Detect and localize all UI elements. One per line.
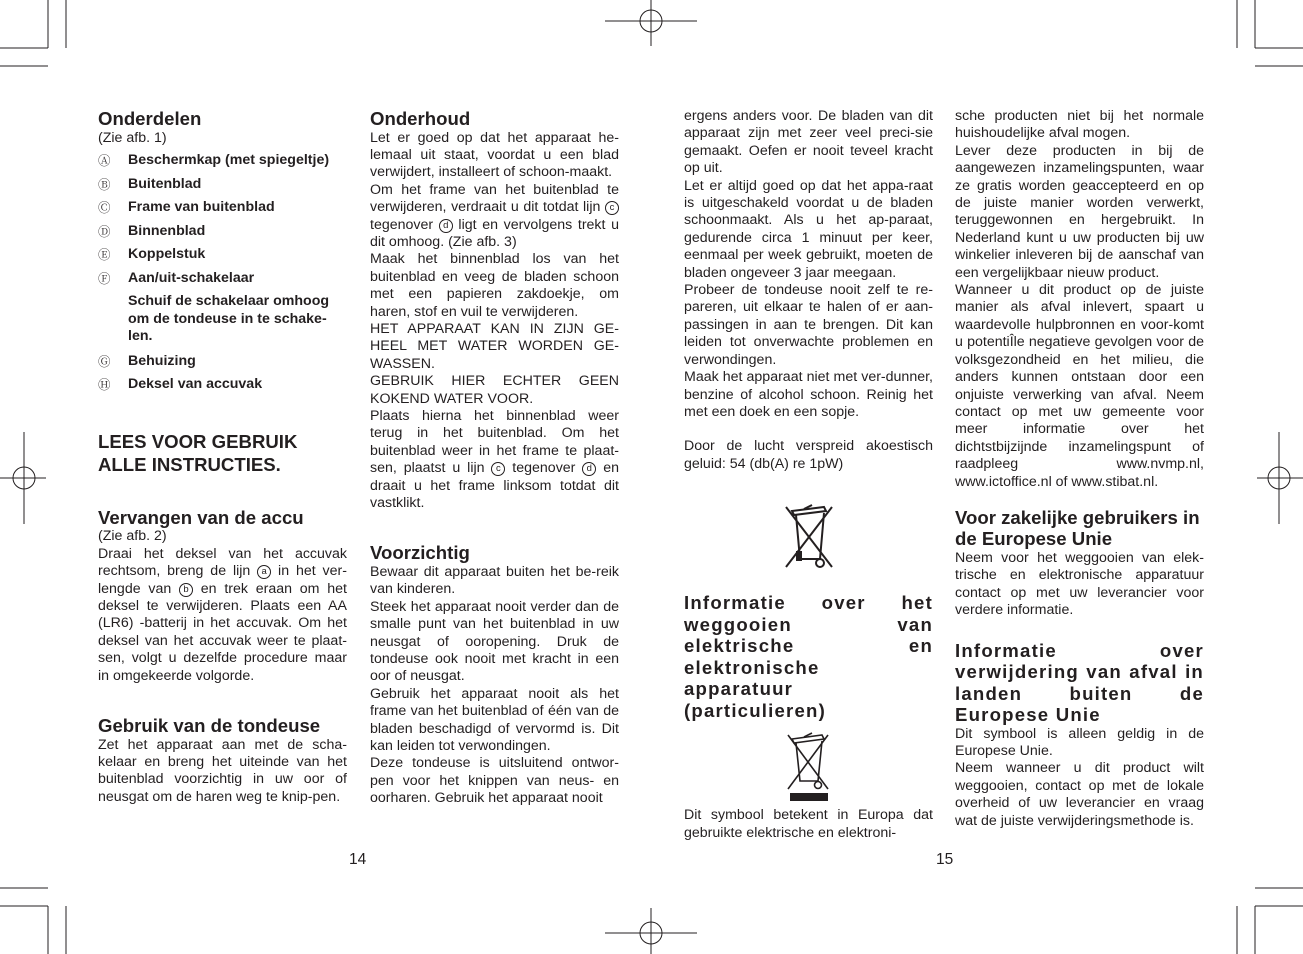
- part-label: Frame van buitenblad: [128, 199, 275, 216]
- gebruik-text: Zet het apparaat aan met de scha-kelaar en breng het uiteinde van het buitenblad voorzichtig in uw oor of neusgat om de haren weg te knip-pen.: [98, 736, 347, 805]
- zakelijk-heading: Voor zakelijke gebruikers in de Europese Unie: [955, 506, 1200, 550]
- col4-p4: Neem voor het weggooien van elek-trische en elektronische apparatuur contact op met uw leverancier voor verdere informatie.: [955, 549, 1204, 619]
- col3-p4: Maak het apparaat niet met ver-dunner, benzine of alcohol schoon. Reinig het met een doek en een sopje.: [684, 369, 933, 420]
- part-label: Deksel van accuvak: [128, 376, 263, 393]
- col4-p2: Lever deze producten in bij de aangewezen inzamelingspunten, waar ze gratis worden geaccepteerd en op de juiste manier worden verwerkt, teruggewonnen en hergebruikt. In Nederland kunt u uw producten bij uw winkelier inleveren bij de aanschaf van een vergelijkbaar nieuw product.: [955, 142, 1204, 281]
- list-item: [98, 176, 347, 193]
- part-letter: Ⓓ: [98, 224, 111, 239]
- marker-c-2: c: [491, 462, 505, 476]
- accu-text: Draai het deksel van het accuvak rechtsom, breng de lijn a in het ver-lengde van b en trek eraan om het deksel te verwijderen. Plaats een AA (LR6) -batterij in het accuvak. Om het deksel van het accuvak weer te plaat-sen, volgt u dezelfde procedure maar in omgekeerde volgorde.: [98, 545, 347, 684]
- section-title-accu: Vervangen van de accu: [98, 506, 304, 528]
- figure-reference-2: (Zie afb. 2): [98, 528, 167, 545]
- col4-p1: sche producten niet bij het normale huishoudelijke afval mogen.: [955, 108, 1204, 142]
- section-title-voorzichtig: Voorzichtig: [370, 542, 470, 564]
- list-item: [98, 152, 347, 169]
- onderhoud-p4: HET APPARAAT KAN IN ZIJN GE-HEEL MET WATER WORDEN GE-WASSEN.: [370, 320, 619, 372]
- voorzichtig-p4: Deze tondeuse is uitsluitend ontwor-pen voor het knippen van neus- en oorharen. Gebruik het apparaat nooit: [370, 755, 619, 807]
- part-label: Aan/uit-schakelaar: [128, 269, 255, 286]
- part-label: Koppelstuk: [128, 246, 206, 263]
- marker-d: d: [439, 219, 453, 233]
- list-item: [98, 353, 347, 370]
- part-label: Buitenblad: [128, 175, 202, 192]
- page-number-left: 14: [349, 851, 367, 868]
- column-4: [955, 108, 1204, 830]
- marker-a: a: [257, 565, 271, 579]
- col3-p6: Dit symbool betekent in Europa dat gebruikte elektrische en elektroni-: [684, 807, 933, 841]
- voorzichtig-p2: Steek het apparaat nooit verder dan de smalle punt van het buitenblad in uw neusgat of ooropening. Druk de tondeuse ook nooit met kracht in een oor of neusgat.: [370, 598, 619, 685]
- part-label: Beschermkap (met spiegeltje): [128, 151, 330, 168]
- column-1: [98, 108, 347, 806]
- section-title-gebruik: Gebruik van de tondeuse: [98, 715, 321, 737]
- list-item: [98, 246, 347, 263]
- marker-d-2: d: [582, 462, 596, 476]
- weee-bin-bar-icon: [786, 731, 832, 803]
- part-letter: Ⓕ: [98, 271, 111, 286]
- info-weee-heading: Informatie over het weggooien van elektrische en elektronische apparatuur (particulieren): [684, 592, 933, 721]
- list-item: [98, 199, 347, 216]
- marker-c: c: [605, 201, 619, 215]
- read-instructions-heading: LEES VOOR GEBRUIK ALLE INSTRUCTIES.: [98, 430, 298, 475]
- col4-p6: Neem wanneer u dit product wilt weggooien, contact op met de lokale overheid of uw leverancier en vraag wat de juiste verwijderingsmethode is.: [955, 760, 1204, 829]
- page-number-right: 15: [936, 851, 954, 868]
- part-letter: Ⓒ: [98, 201, 111, 216]
- col4-p3: Wanneer u dit product op de juiste manier als afval inlevert, spaart u waardevolle hulpbronnen en voor-komt u potentiÎle negatieve gevolgen voor de volksgezondheid en het milieu, die anders kunnen ontstaan door een onjuiste verwerking van afval. Neem contact op met uw gemeente voor meer informatie over het dichtstbijzijnde inzamelingspunt of raadpleeg www.nvmp.nl, www.ictoffice.nl of www.stibat.nl.: [955, 282, 1204, 490]
- column-2: [370, 108, 619, 808]
- part-letter: Ⓖ: [98, 354, 111, 369]
- onderhoud-p5: GEBRUIK HIER ECHTER GEEN KOKEND WATER VOOR.: [370, 373, 619, 407]
- parts-list-2: [98, 353, 347, 394]
- list-item: [98, 270, 347, 287]
- part-letter: Ⓐ: [98, 153, 111, 168]
- onderhoud-p2: Om het frame van het buitenblad te verwijderen, verdraait u dit totdat lijn c tegenover d ligt en vervolgens trekt u dit omhoog. (Zie afb. 3): [370, 181, 620, 250]
- col3-p3: Probeer de tondeuse nooit zelf te re-pareren, uit elkaar te halen of er aan-passingen in aan te brengen. Dit kan leiden tot onverwachte problemen en verwondingen.: [684, 282, 933, 368]
- section-title-onderhoud: Onderhoud: [370, 108, 471, 129]
- part-letter: Ⓔ: [98, 248, 111, 263]
- section-title-onderdelen: Onderdelen: [98, 108, 202, 129]
- column-3: [684, 108, 933, 842]
- figure-reference: (Zie afb. 1): [98, 129, 167, 146]
- voorzichtig-p1: Bewaar dit apparaat buiten het be-reik van kinderen.: [370, 563, 619, 598]
- onderhoud-p1: Let er goed op dat het apparaat he-lemaal uit staat, voordat u een blad verwijdert, installeert of schoon-maakt.: [370, 129, 619, 181]
- buiten-eu-heading: Informatie over verwijdering van afval in landen buiten de Europese Unie: [955, 639, 1204, 726]
- parts-note: Schuif de schakelaar omhoog om de tondeuse in te schake-len.: [128, 293, 330, 345]
- onderhoud-p6: Plaats hierna het binnenblad weer terug in het buitenblad. Om het buitenblad weer in het frame te plaat-sen, plaatst u lijn c tegenover d en draait u het frame linksom totdat dit vastklikt.: [370, 408, 619, 512]
- list-item: [98, 223, 347, 240]
- parts-list: [98, 152, 347, 287]
- onderhoud-p3: Maak het binnenblad los van het buitenblad en veeg de bladen schoon met een papieren zakdoekje, om haren, stof en vuil te verwijderen.: [370, 251, 619, 320]
- marker-b: b: [179, 583, 193, 597]
- col3-p5: Door de lucht verspreid akoestisch geluid: 54 (db(A) re 1pW): [684, 438, 933, 472]
- voorzichtig-p3: Gebruik het apparaat nooit als het frame van het buitenblad of één van de bladen beschadigd of vervormd is. Dit kan leiden tot verwondingen.: [370, 685, 619, 754]
- part-letter: Ⓑ: [98, 177, 111, 192]
- col3-p1: ergens anders voor. De bladen van dit apparaat zijn met zeer veel preci-sie gemaakt. Oefen er nooit teveel kracht op uit.: [684, 108, 933, 177]
- part-label: Behuizing: [128, 352, 196, 369]
- weee-bin-icon: [782, 501, 836, 571]
- col3-p2: Let er altijd goed op dat het appa-raat is uitgeschakeld voordat u de bladen schoonmaakt. Als u het ap-paraat, gedurende circa 1 minuut per keer, eenmaal per week gebruikt, moeten de bladen ongeveer 3 jaar meegaan.: [684, 177, 933, 281]
- list-item: [98, 376, 347, 393]
- part-letter: Ⓗ: [98, 378, 111, 393]
- part-label: Binnenblad: [128, 222, 206, 239]
- col4-p5: Dit symbool is alleen geldig in de Europese Unie.: [955, 725, 1204, 759]
